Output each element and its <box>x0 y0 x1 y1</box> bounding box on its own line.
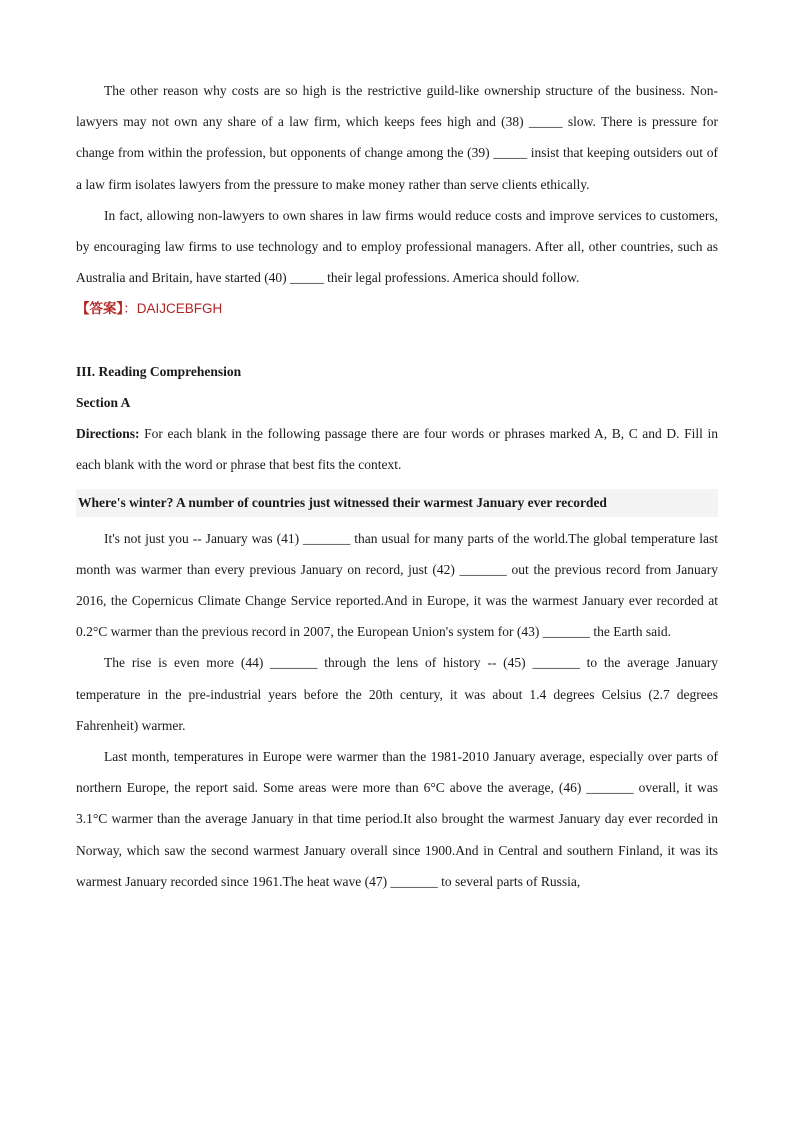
article-paragraph-1: It's not just you -- January was (41) _______ than usual for many parts of the world.The global temperature last month was warmer than every previous January on record, just (42) _______ out the previous record from January 2016, the Copernicus Climate Change Service reported.And in Europe, it was the warmest January ever recorded at 0.2°C warmer than the previous record in 2007, the European Union's system for (43) _______ the Earth said. <box>76 530 718 640</box>
answer-line <box>76 293 718 324</box>
article-paragraph-2: The rise is even more (44) _______ through the lens of history -- (45) _______ to the average January temperature in the pre-industrial years before the 20th century, it was about 1.4 degrees Celsius (2.7 degrees Fahrenheit) warmer. <box>76 655 718 733</box>
article-title: Where's winter? A number of countries just witnessed their warmest January ever recorded <box>76 489 718 517</box>
article-paragraph-3: Last month, temperatures in Europe were warmer than the 1981-2010 January average, especially over parts of northern Europe, the report said. Some areas were more than 6°C above the average, (46) _______ overall, it was 3.1°C warmer than the average January in that time period.It also brought the warmest January day ever recorded in Norway, which saw the second warmest January overall since 1900.And in Central and southern Finland, it was its warmest January recorded since 1961.The heat wave (47) _______ to several parts of Russia, <box>76 749 718 889</box>
directions <box>76 418 718 480</box>
answer-separator: ： <box>123 301 137 317</box>
directions-text: For each blank in the following passage there are four words or phrases marked A, B, C and D. Fill in each blank with the word or phrase that best fits the context. <box>76 426 718 473</box>
answer-label: 【答案】 <box>76 301 124 317</box>
section-heading: III. Reading Comprehension <box>76 363 242 379</box>
passage-paragraph-1: The other reason why costs are so high is the restrictive guild-like ownership structure of the business. Non-lawyers may not own any share of a law firm, which keeps fees high and (38) _____ slow. There is pressure for change from within the profession, but opponents of change among the (39) _____ insist that keeping outsiders out of a law firm isolates lawyers from the pressure to make money rather than serve clients ethically. <box>76 83 718 192</box>
passage-paragraph-2: In fact, allowing non-lawyers to own shares in law firms would reduce costs and improve services to customers, by encouraging law firms to use technology and to employ professional managers. After all, other countries, such as Australia and Britain, have started (40) _____ their legal professions. America should follow. <box>76 207 718 286</box>
directions-label: Directions: <box>76 426 140 442</box>
document-page <box>76 75 718 897</box>
blank-line <box>76 325 718 356</box>
answer-value: DAIJCEBFGH <box>136 301 223 317</box>
section-subheading: Section A <box>76 395 131 411</box>
